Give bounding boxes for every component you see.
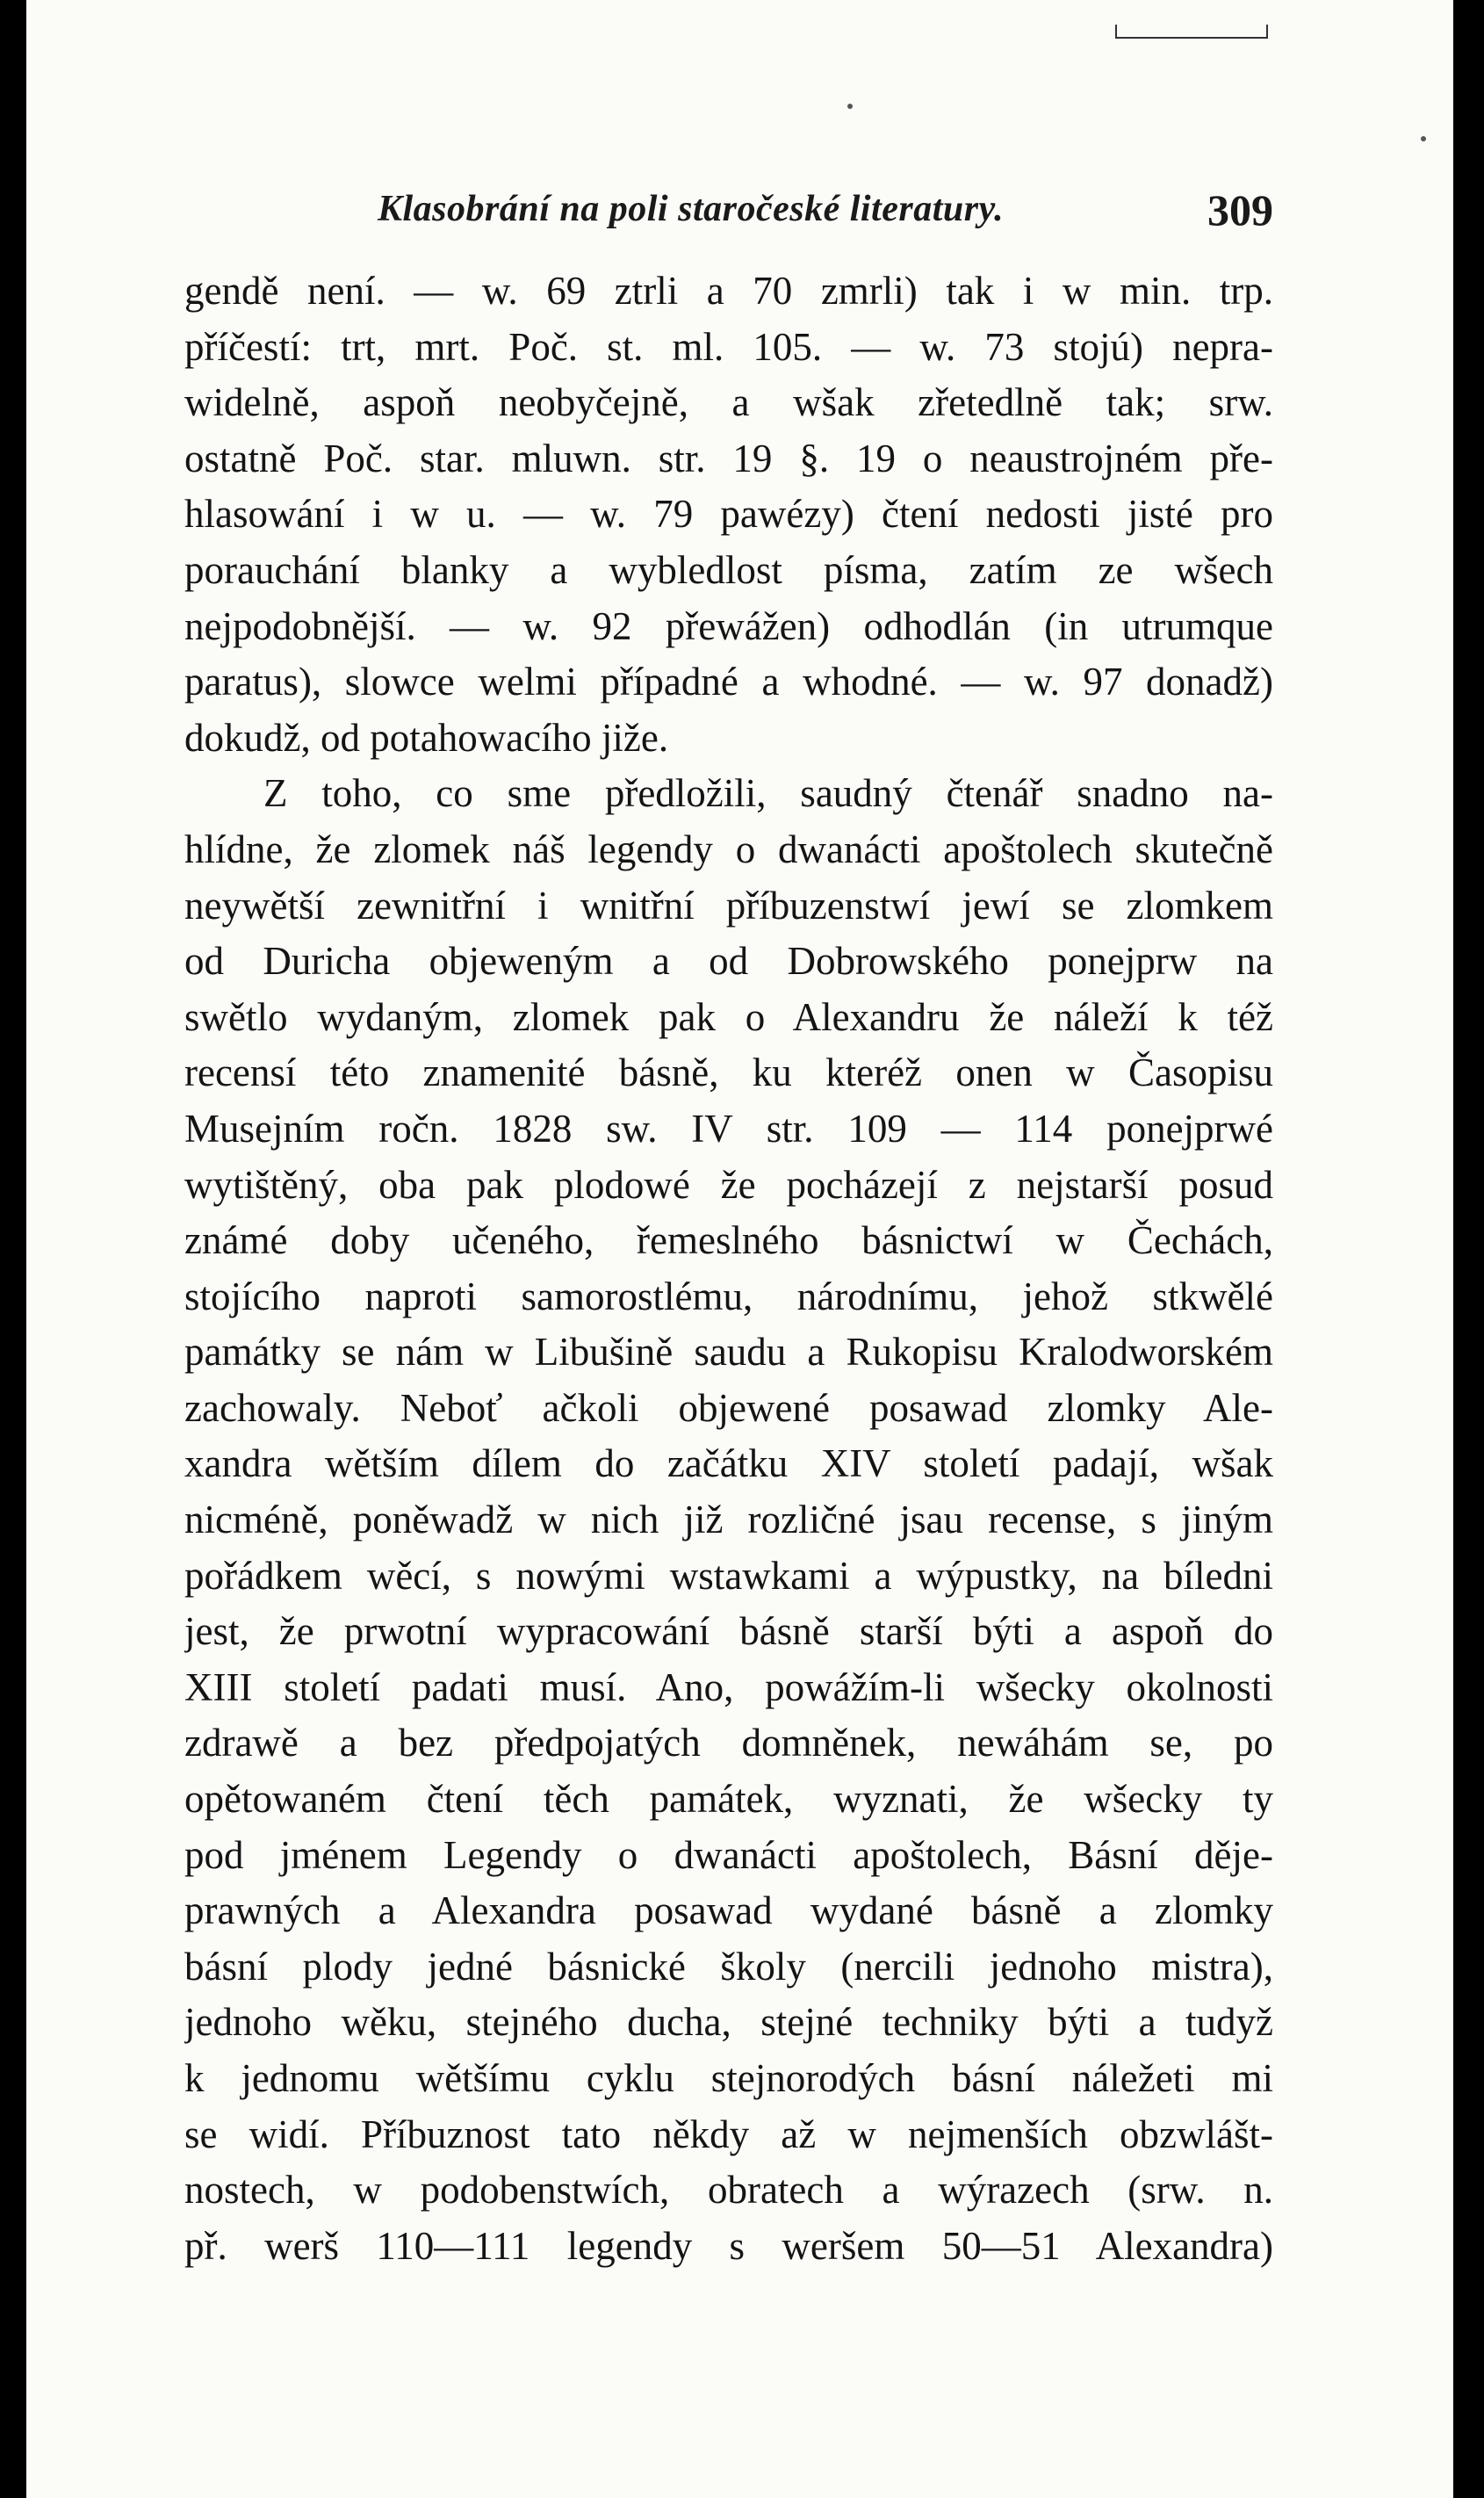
scan-artifact-dot	[847, 104, 853, 109]
text-line: od Duricha objeweným a od Dobrowského ponejprw na	[184, 939, 1273, 984]
text-line: xandra wětším dílem do začátku XIV století padají, wšak	[184, 1441, 1273, 1486]
text-line: hlasowání i w u. — w. 79 pawézy) čtení nedosti jisté pro	[184, 492, 1273, 537]
text-line: památky se nám w Libušině saudu a Rukopisu Kralodworském	[184, 1330, 1273, 1375]
text-line: hlídne, že zlomek náš legendy o dwanácti apoštolech skutečně	[184, 827, 1273, 871]
scan-artifact-dot	[1421, 136, 1426, 141]
text-line: nicméně, poněwadž w nich již rozličné jsau recense, s jiným	[184, 1498, 1273, 1542]
text-line: wytištěný, oba pak plodowé že pocházejí z nejstarší posud	[184, 1162, 1273, 1207]
text-line: XIII století padati musí. Ano, powážím-li wšecky okolnosti	[184, 1664, 1273, 1709]
text-line: pořádkem wěcí, s nowými wstawkami a wýpustky, na bíledni	[184, 1553, 1273, 1598]
text-line: Musejním ročn. 1828 sw. IV str. 109 — 114 ponejprwé	[184, 1106, 1273, 1151]
text-line: příčestí: trt, mrt. Poč. st. ml. 105. — w. 73 stojú) nepra-	[184, 324, 1273, 369]
text-line: gendě není. — w. 69 ztrli a 70 zmrli) tak i w min. trp.	[184, 269, 1273, 313]
text-line: recensí této znamenité básně, ku kteréž onen w Časopisu	[184, 1050, 1273, 1095]
text-line: př. werš 110—111 legendy s weršem 50—51 Alexandra)	[184, 2223, 1273, 2268]
text-line: nejpodobnější. — w. 92 přewážen) odhodlán (in utrumque	[184, 603, 1273, 648]
body-text	[184, 264, 1273, 2274]
text-line: opětowaném čtení těch památek, wyznati, že wšecky ty	[184, 1777, 1273, 1822]
running-title: Klasobrání na poli staročeské literatury.	[378, 189, 1005, 229]
paragraph-first-line: Z toho, co sme předložili, saudný čtenář snadno na-	[263, 771, 1273, 816]
book-page	[26, 0, 1453, 2498]
text-line: známé doby učeného, řemeslného básnictwí w Čechách,	[184, 1218, 1273, 1263]
page-number: 309	[1207, 185, 1273, 235]
text-line: widelně, aspoň neobyčejně, a wšak zřetedlně tak; srw.	[184, 380, 1273, 425]
text-line: swětlo wydaným, zlomek pak o Alexandru že náleží k též	[184, 994, 1273, 1039]
text-line: zdrawě a bez předpojatých domněnek, newáhám se, po	[184, 1721, 1273, 1765]
text-line: nostech, w podobenstwích, obratech a wýrazech (srw. n.	[184, 2168, 1273, 2213]
text-line: básní plody jedné básnické školy (nercili jednoho mistra),	[184, 1944, 1273, 1989]
text-line: prawných a Alexandra posawad wydané básně a zlomky	[184, 1888, 1273, 1933]
text-line: neywětší zewnitřní i wnitřní příbuzenstwí jewí se zlomkem	[184, 883, 1273, 928]
scan-artifact	[1115, 25, 1268, 39]
text-line: porauchání blanky a wybledlost písma, zatím ze wšech	[184, 547, 1273, 592]
text-line: jest, že prwotní wypracowání básně starší býti a aspoň do	[184, 1609, 1273, 1654]
text-line: ostatně Poč. star. mluwn. str. 19 §. 19 o neaustrojném pře-	[184, 436, 1273, 480]
text-line: jednoho wěku, stejného ducha, stejné techniky býti a tudyž	[184, 2000, 1273, 2045]
text-line: k jednomu wětšímu cyklu stejnorodých básní náležeti mi	[184, 2056, 1273, 2100]
text-line: se widí. Příbuznost tato někdy až w nejmenších obzwlášt-	[184, 2112, 1273, 2156]
text-line: stojícího naproti samorostlému, národnímu, jehož stkwělé	[184, 1274, 1273, 1318]
running-head	[184, 184, 1291, 246]
text-line: paratus), slowce welmi případné a whodné. — w. 97 donadž)	[184, 660, 1273, 704]
text-line: dokudž, od potahowacího jiže.	[184, 715, 669, 760]
text-line: pod jménem Legendy o dwanácti apoštolech, Básní děje-	[184, 1832, 1273, 1877]
text-line: zachowaly. Neboť ačkoli objewené posawad zlomky Ale-	[184, 1385, 1273, 1430]
